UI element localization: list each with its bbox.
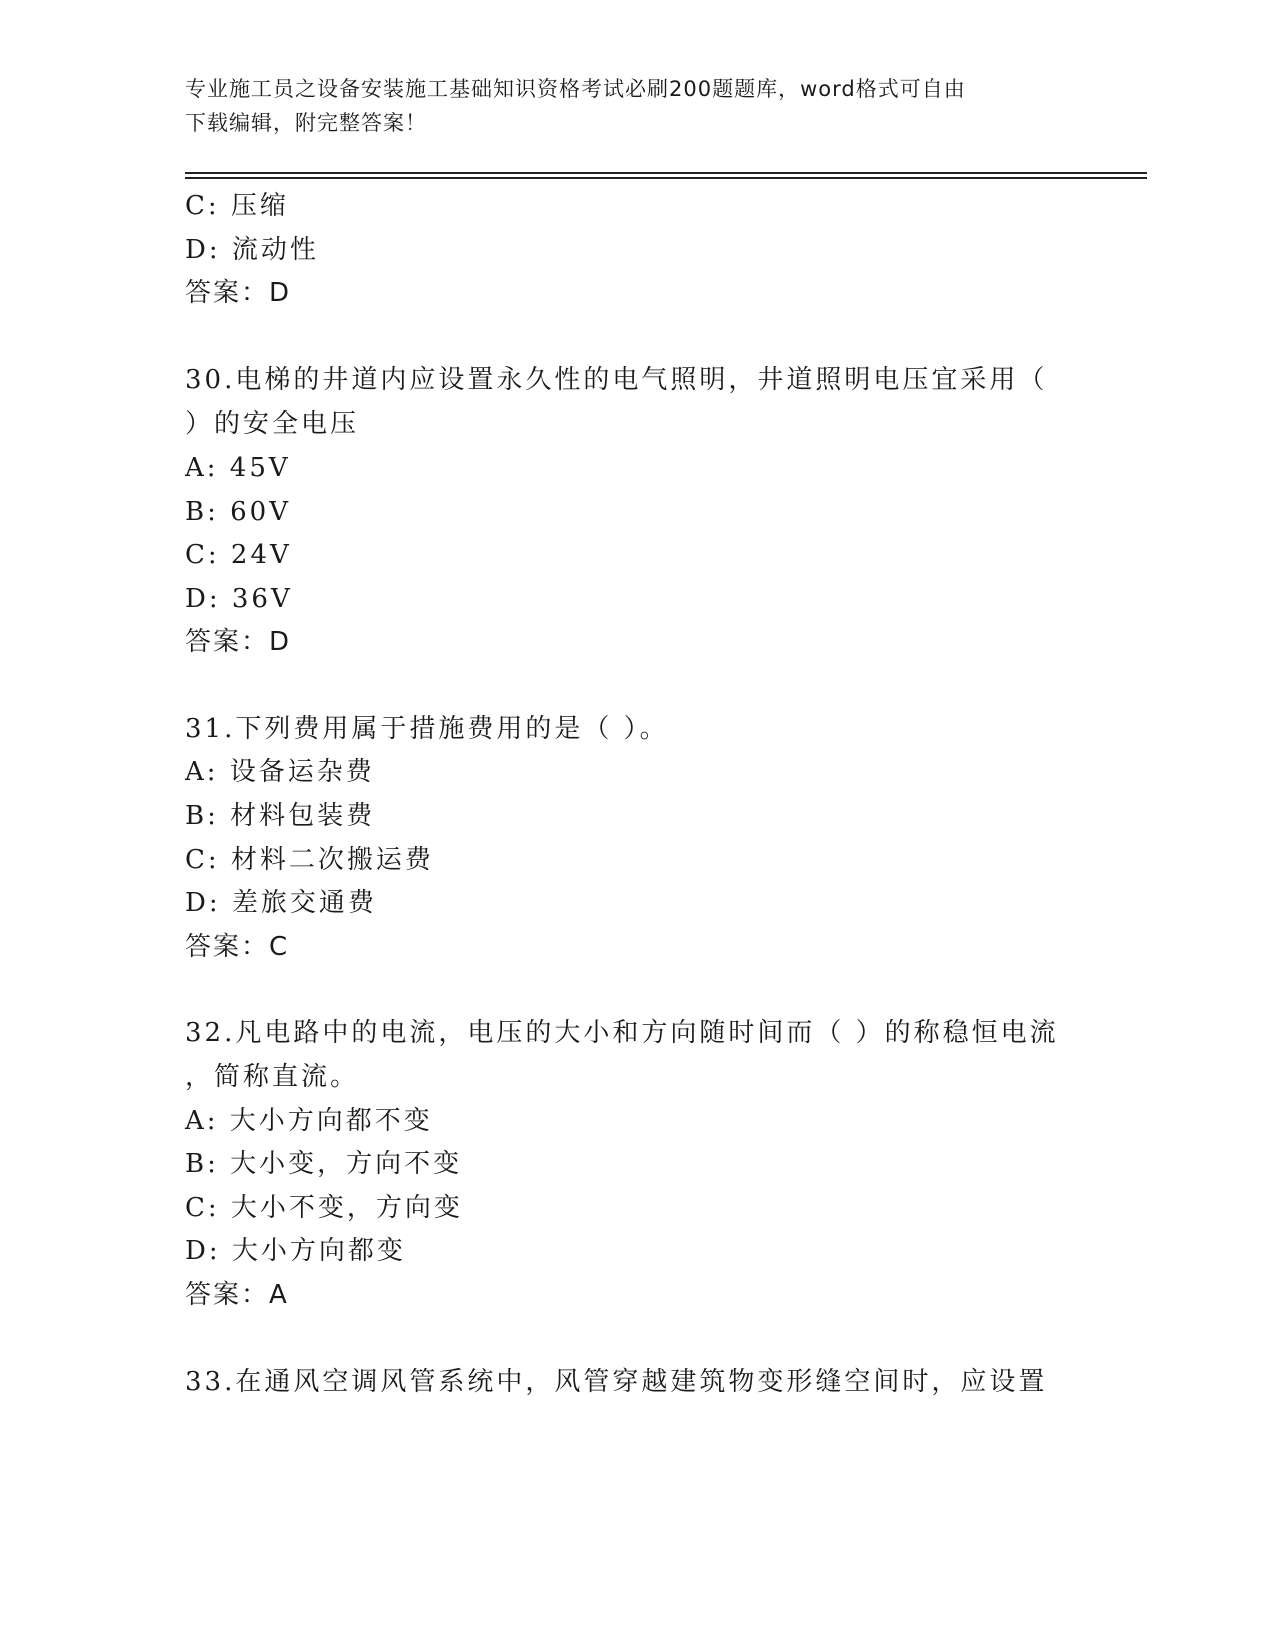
q32-option-c: C: 大小不变，方向变	[185, 1193, 463, 1223]
q30-option-d: D: 36V	[185, 584, 293, 614]
q29-option-d: D: 流动性	[185, 235, 319, 265]
q30-answer: 答案：D	[185, 627, 292, 657]
q31-option-d: D: 差旅交通费	[185, 888, 377, 918]
document-title-line-2: 下载编辑，附完整答案！	[185, 111, 427, 135]
header-divider-bottom	[185, 177, 1147, 179]
q32-stem-line-2: ，简称直流。	[185, 1062, 360, 1092]
q33-stem-line-1: 33.在通风空调风管系统中，风管穿越建筑物变形缝空间时，应设置	[185, 1367, 1048, 1397]
q32-option-a: A: 大小方向都不变	[185, 1106, 433, 1136]
q32-option-b: B: 大小变，方向不变	[185, 1149, 463, 1179]
q30-stem-line-2: ）的安全电压	[185, 409, 360, 439]
q31-option-c: C: 材料二次搬运费	[185, 845, 434, 875]
q30-option-a: A: 45V	[185, 453, 291, 483]
q30-option-c: C: 24V	[185, 540, 292, 570]
document-title-line-1: 专业施工员之设备安装施工基础知识资格考试必刷200题题库，word格式可自由	[185, 77, 966, 101]
q32-answer: 答案：A	[185, 1280, 289, 1310]
q32-stem-line-1: 32.凡电路中的电流，电压的大小和方向随时间而（ ）的称稳恒电流	[185, 1018, 1059, 1048]
q30-stem-line-1: 30.电梯的井道内应设置永久性的电气照明，井道照明电压宜采用（	[185, 365, 1048, 395]
q31-stem-line-1: 31.下列费用属于措施费用的是（ ）。	[185, 714, 669, 744]
q32-option-d: D: 大小方向都变	[185, 1236, 406, 1266]
q29-answer: 答案：D	[185, 278, 292, 308]
q29-option-c: C: 压缩	[185, 191, 289, 221]
header-divider-top	[185, 172, 1147, 174]
q30-option-b: B: 60V	[185, 497, 291, 527]
q31-answer: 答案：C	[185, 932, 290, 962]
q31-option-b: B: 材料包装费	[185, 801, 376, 831]
q31-option-a: A: 设备运杂费	[185, 757, 375, 787]
